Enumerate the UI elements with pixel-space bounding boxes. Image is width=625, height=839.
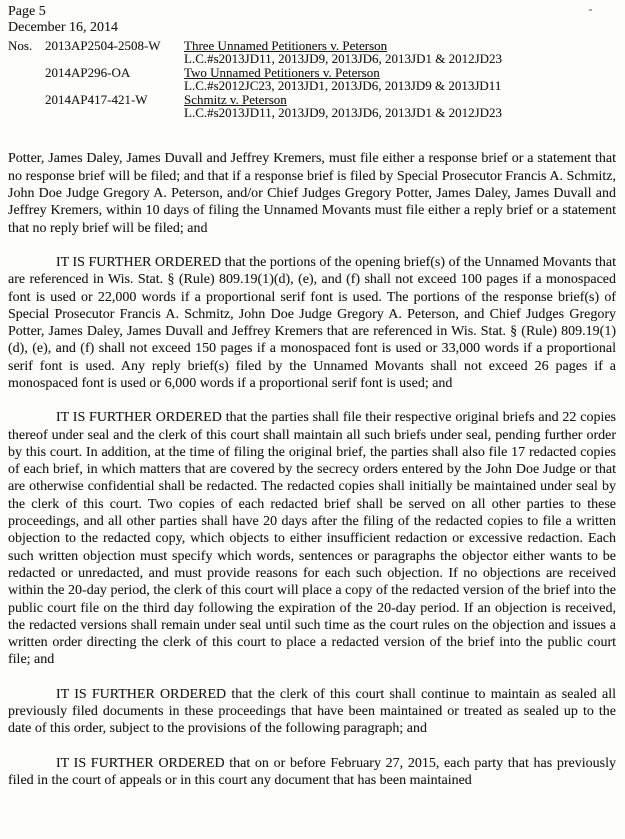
case-caption: Schmitz v. Peterson — [184, 91, 287, 107]
document-body — [8, 150, 616, 789]
document-header — [8, 4, 616, 119]
document-date: December 16, 2014 — [8, 20, 119, 35]
case-number: 2014AP296-OA — [45, 64, 131, 80]
case-number: 2014AP417-421-W — [45, 91, 148, 107]
case-caption: Two Unnamed Petitioners v. Peterson — [184, 64, 380, 80]
ordered-paragraph-seal-redaction: IT IS FURTHER ORDERED that the parties shall file their respective original briefs and 22 copies thereof under seal and the clerk of this court shall maintain all such briefs under seal, pending further order by this court. In addition, at the time of filing the original brief, the parties shall also file 17 redacted copies of each brief, in which matters that are covered by the secrecy orders entered by the John Doe Judge or that are otherwise confidential shall be redacted. The redacted copies shall initially be maintained under seal by the clerk of this court. Two copies of each redacted brief shall be served on all other parties to these proceedings, and all other parties shall have 20 days after the filing of the redacted copies to file a written objection to the redacted copy, which objects to either insufficient redaction or excessive redaction. Each such written objection must specify which words, sentences or paragraphs the objector either wants to be redacted or unredacted, and must provide reasons for each such objection. If no objections are received within the 20-day period, the clerk of this court will place a copy of the redacted version of the brief into the public court file on the third day following the expiration of the 20-day period. If an objection is received, the redacted versions shall remain under seal until such time as the court rules on the objection and issues a written order directing the clerk of this court to place a redacted version of the brief into the public court file; and — [8, 410, 616, 668]
case-caption: Three Unnamed Petitioners v. Peterson — [184, 38, 388, 53]
ordered-paragraph-clerk-sealed: IT IS FURTHER ORDERED that the clerk of this court shall continue to maintain as sealed all previously filed documents in these proceedings that have been maintained or treated as sealed up to the date of this order, subject to the provisions of the following paragraph; and — [8, 686, 616, 737]
lower-court-numbers: L.C.#s2012JC23, 2013JD1, 2013JD6, 2013JD9 & 2013JD11 — [184, 78, 502, 94]
case-row — [8, 93, 616, 120]
lower-court-numbers: L.C.#s2013JD11, 2013JD9, 2013JD6, 2013JD1 & 2012JD23 — [184, 51, 503, 67]
nos-label: Nos. — [8, 38, 33, 53]
scan-artifact — [589, 9, 592, 11]
ordered-paragraph-briefs-length: IT IS FURTHER ORDERED that the portions of the opening brief(s) of the Unnamed Movants that are referenced in Wis. Stat. § (Rule) 809.19(1)(d), (e), and (f) shall not exceed 100 pages if a monospaced font is used or 22,000 words if a proportional serif font is used. The portions of the response brief(s) of Special Prosecutor Francis A. Schmitz, John Doe Judge Gregory A. Peterson, and Chief Judges Gregory Potter, James Daley, James Duvall and Jeffrey Kremers that are referenced in Wis. Stat. § (Rule) 809.19(1)(d), (e), and (f) shall not exceed 150 pages if a monospaced font is used or 33,000 words if a proportional serif font is used. Any reply brief(s) filed by the Unnamed Movants shall not exceed 26 pages if a monospaced font is used or 6,000 words if a proportional serif font is used; and — [8, 254, 616, 391]
case-caption-block — [184, 66, 616, 93]
paragraph-continuation: Potter, James Daley, James Duvall and Jeffrey Kremers, must file either a response brief or a statement that no response brief will be filed; and that if a response brief is filed by Special Prosecutor Francis A. Schmitz, John Doe Judge Gregory A. Peterson, and/or Chief Judges Gregory Potter, James Daley, James Duvall and Jeffrey Kremers, within 10 days of filing the Unnamed Movants must file either a reply brief or a statement that no reply brief will be filed; and — [8, 151, 616, 236]
lower-court-numbers: L.C.#s2013JD11, 2013JD9, 2013JD6, 2013JD1 & 2012JD23 — [184, 105, 503, 121]
case-number: 2013AP2504-2508-W — [45, 38, 161, 53]
case-caption-block — [184, 93, 616, 120]
case-row — [8, 66, 616, 93]
case-row — [8, 39, 616, 66]
case-caption-block — [184, 39, 616, 66]
page-number-label: Page 5 — [8, 4, 46, 19]
ordered-paragraph-february-deadline: IT IS FURTHER ORDERED that on or before February 27, 2015, each party that has previously filed in the court of appeals or in this court any document that has been maintained — [8, 755, 616, 788]
case-caption-table — [8, 39, 616, 119]
